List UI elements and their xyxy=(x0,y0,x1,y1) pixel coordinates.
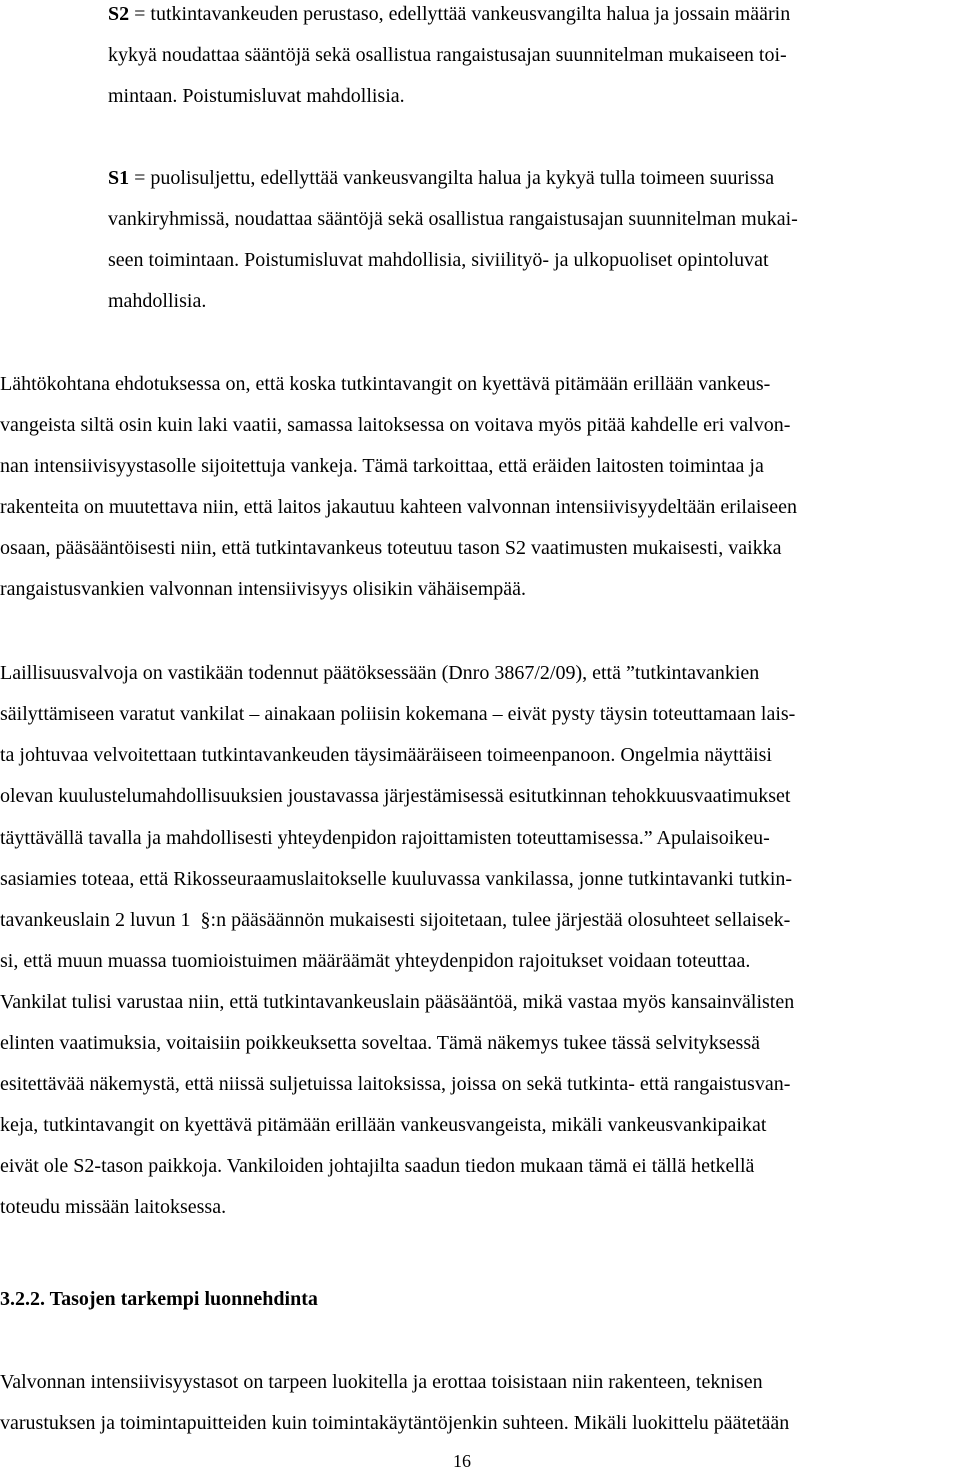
p2-line-7: tavankeuslain 2 luvun 1 §:n pääsäännön mukaisesti sijoitetaan, tulee järjestää olosuhteet sellaisek- xyxy=(0,909,791,931)
s1-text: = puolisuljettu, edellyttää vankeusvangilta halua ja kykyä tulla toimeen suurissa xyxy=(129,167,775,189)
s1-line-4: mahdollisia. xyxy=(108,290,207,312)
p2-line-2: säilyttämiseen varatut vankilat – ainakaan poliisin kokemana – eivät pysty täysin toteuttamaan lais- xyxy=(0,703,796,725)
page-number: 16 xyxy=(453,1451,471,1471)
p2-line-1: Laillisuusvalvoja on vastikään todennut päätöksessään (Dnro 3867/2/09), että ”tutkintavankien xyxy=(0,662,760,684)
p2-line-10: elinten vaatimuksia, voitaisiin poikkeuksetta soveltaa. Tämä näkemys tukee tässä selvityksessä xyxy=(0,1032,760,1054)
s1-line-1 xyxy=(108,166,774,190)
p3-line-2: varustuksen ja toimintapuitteiden kuin toimintakäytäntöjenkin suhteen. Mikäli luokittelu päätetään xyxy=(0,1412,790,1434)
p1-line-5: osaan, pääsääntöisesti niin, että tutkintavankeus toteutuu tason S2 vaatimusten mukaisesti, vaikka xyxy=(0,537,782,559)
p2-line-14: toteudu missään laitoksessa. xyxy=(0,1196,227,1218)
p2-line-5: täyttävällä tavalla ja mahdollisesti yhteydenpidon rajoittamisten toteuttamisessa.” Apulaisoikeu- xyxy=(0,827,770,849)
p2-line-4: olevan kuulustelumahdollisuuksien joustavassa järjestämisessä esitutkinnan tehokkuusvaatimukset xyxy=(0,785,791,807)
p2-line-6: sasiamies toteaa, että Rikosseuraamuslaitokselle kuuluvassa vankilassa, jonne tutkintavanki tutkin- xyxy=(0,868,793,890)
s2-text: = tutkintavankeuden perustaso, edellyttää vankeusvangilta halua ja jossain määrin xyxy=(129,3,791,25)
p3-line-1: Valvonnan intensiivisyystasot on tarpeen luokitella ja erottaa toisistaan niin rakenteen, teknisen xyxy=(0,1371,763,1393)
s1-line-3: seen toimintaan. Poistumisluvat mahdollisia, siviilityö- ja ulkopuoliset opintoluvat xyxy=(108,249,769,271)
s2-line-2: kykyä noudattaa sääntöjä sekä osallistua rangaistusajan suunnitelman mukaiseen toi- xyxy=(108,44,787,66)
s2-line-3: mintaan. Poistumisluvat mahdollisia. xyxy=(108,85,405,107)
section-heading: 3.2.2. Tasojen tarkempi luonnehdinta xyxy=(0,1288,318,1310)
p1-line-3: nan intensiivisyystasolle sijoitettuja vankeja. Tämä tarkoittaa, että eräiden laitosten toimintaa ja xyxy=(0,455,764,477)
p1-line-1: Lähtökohtana ehdotuksessa on, että koska tutkintavangit on kyettävä pitämään erillään vankeus- xyxy=(0,373,771,395)
s2-line-1 xyxy=(108,2,790,26)
p1-line-6: rangaistusvankien valvonnan intensiivisyys olisikin vähäisempää. xyxy=(0,578,527,600)
p2-line-12: keja, tutkintavangit on kyettävä pitämään erillään vankeusvangeista, mikäli vankeusvankipaikat xyxy=(0,1114,767,1136)
p1-line-4: rakenteita on muutettava niin, että laitos jakautuu kahteen valvonnan intensiivisyydeltään erilaiseen xyxy=(0,496,797,518)
p2-line-11: esitettävää näkemystä, että niissä suljetuissa laitoksissa, joissa on sekä tutkinta- että rangaistusvan- xyxy=(0,1073,791,1095)
p1-line-2: vangeista siltä osin kuin laki vaatii, samassa laitoksessa on voitava myös pitää kahdelle eri valvon- xyxy=(0,414,791,436)
p2-line-13: eivät ole S2-tason paikkoja. Vankiloiden johtajilta saadun tiedon mukaan tämä ei tällä hetkellä xyxy=(0,1155,755,1177)
s1-code: S1 xyxy=(108,167,130,189)
p2-line-3: ta johtuvaa velvoitettaan tutkintavankeuden täysimääräiseen toimeenpanoon. Ongelmia näyttäisi xyxy=(0,744,772,766)
p2-line-9: Vankilat tulisi varustaa niin, että tutkintavankeuslain pääsääntöä, mikä vastaa myös kansainvälisten xyxy=(0,991,795,1013)
s2-code: S2 xyxy=(108,3,130,25)
p2-line-8: si, että muun muassa tuomioistuimen määräämät yhteydenpidon rajoitukset voidaan toteuttaa. xyxy=(0,950,751,972)
s1-line-2: vankiryhmissä, noudattaa sääntöjä sekä osallistua rangaistusajan suunnitelman mukai- xyxy=(108,208,798,230)
